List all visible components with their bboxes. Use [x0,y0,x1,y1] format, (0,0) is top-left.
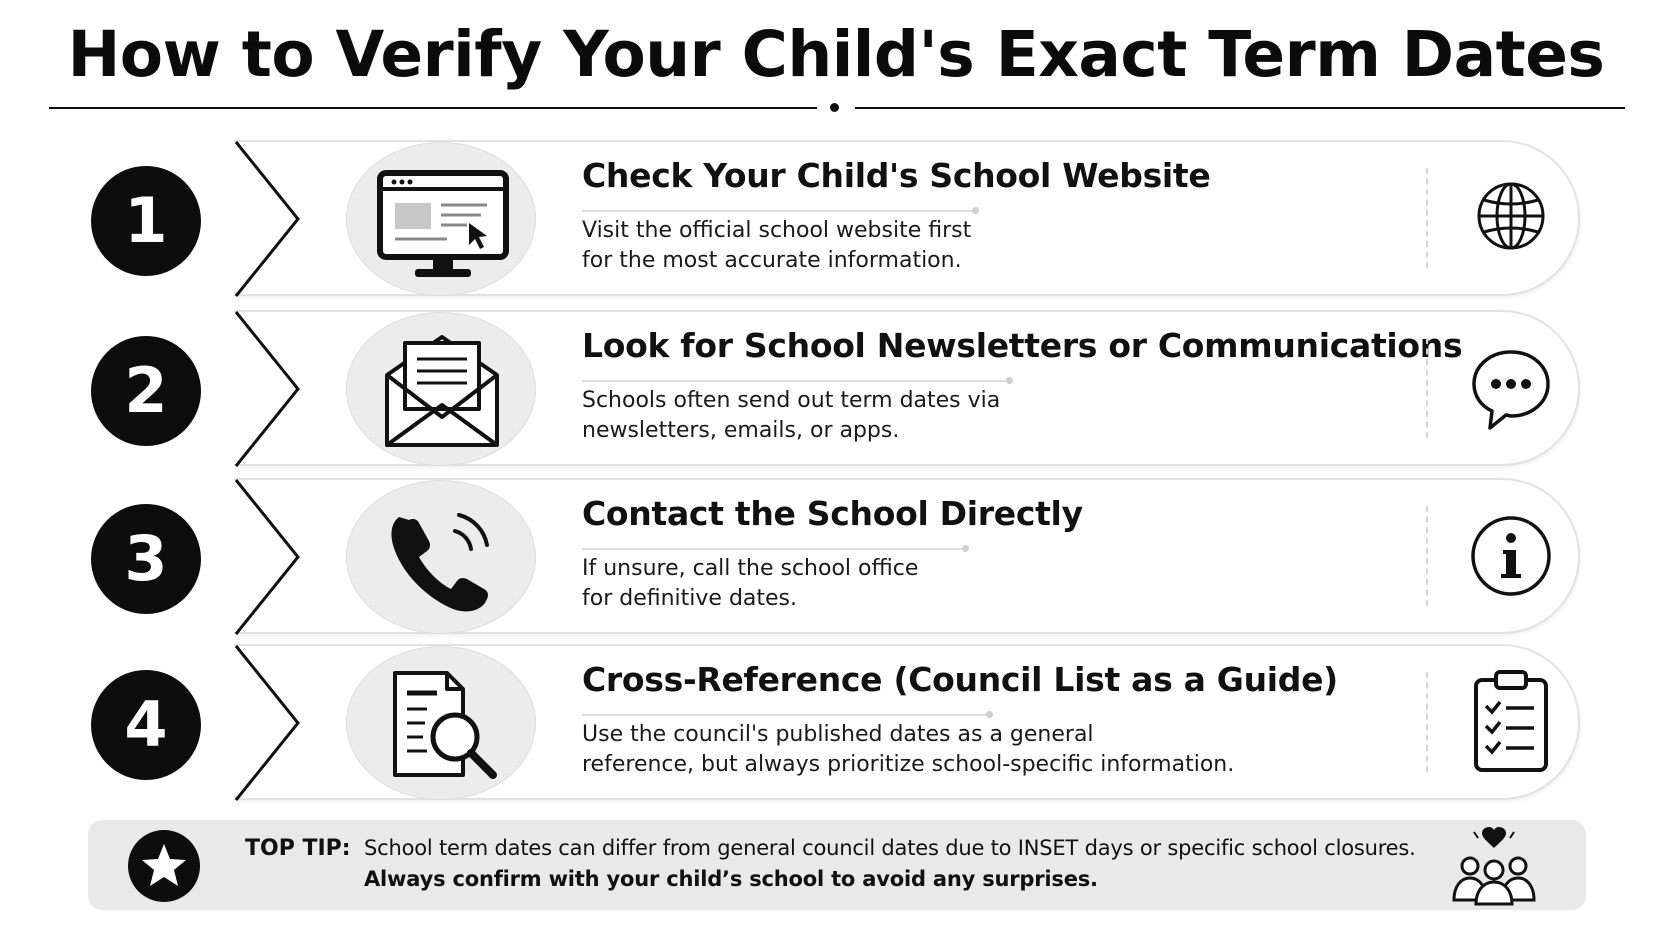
chevron-arrow-icon [232,478,302,636]
chevron-arrow-icon [232,310,302,468]
people-heart-icon [1444,826,1544,906]
step-number: 3 [91,504,201,614]
chevron-arrow-icon [232,644,302,802]
page-title: How to Verify Your Child's Exact Term Dates [67,18,1605,91]
tip-badge [128,830,200,902]
step-2 [0,310,1672,468]
step-3 [0,478,1672,636]
envelope-letter-icon [347,313,537,467]
icon-circle [346,142,536,296]
dashed-separator [1426,506,1428,606]
step-number: 1 [91,166,201,276]
icon-circle [346,480,536,634]
tip-text: School term dates can differ from general council dates due to INSET days or specific school closures. [364,836,1416,860]
step-title: Cross-Reference (Council List as a Guide) [582,660,1338,699]
phone-icon [347,481,537,635]
tip-emphasis: Always confirm with your child’s school to avoid any surprises. [364,867,1098,891]
icon-circle [346,646,536,800]
step-title-underline [582,548,966,550]
title-divider-right [855,107,1625,109]
dashed-separator [1426,672,1428,772]
step-description: Use the council's published dates as a general reference, but always prioritize school-specific information. [582,722,1235,777]
step-title-underline [582,714,990,716]
step-title-underline [582,210,976,212]
chevron-arrow-icon [232,140,302,298]
icon-circle [346,312,536,466]
speech-bubble-icon [1466,346,1556,436]
step-number: 2 [91,336,201,446]
globe-icon [1466,176,1556,266]
star-icon [128,830,200,902]
computer-monitor-icon [347,143,537,297]
document-search-icon [347,647,537,801]
step-title: Look for School Newsletters or Communications [582,326,1463,365]
step-number: 4 [91,670,201,780]
title-divider-dot [830,103,839,112]
dashed-separator [1426,338,1428,438]
step-4 [0,644,1672,802]
title-divider-left [49,107,817,109]
top-tip-banner [88,820,1586,910]
clipboard-checklist-icon [1466,666,1556,776]
dashed-separator [1426,168,1428,268]
step-title: Check Your Child's School Website [582,156,1211,195]
info-icon [1466,514,1556,604]
step-description: Schools often send out term dates via newsletters, emails, or apps. [582,388,1001,443]
step-title: Contact the School Directly [582,494,1083,533]
tip-label: TOP TIP: [245,836,351,861]
step-description: If unsure, call the school office for definitive dates. [582,556,919,611]
step-title-underline [582,380,1010,382]
step-description: Visit the official school website first for the most accurate information. [582,218,972,273]
step-1 [0,140,1672,298]
